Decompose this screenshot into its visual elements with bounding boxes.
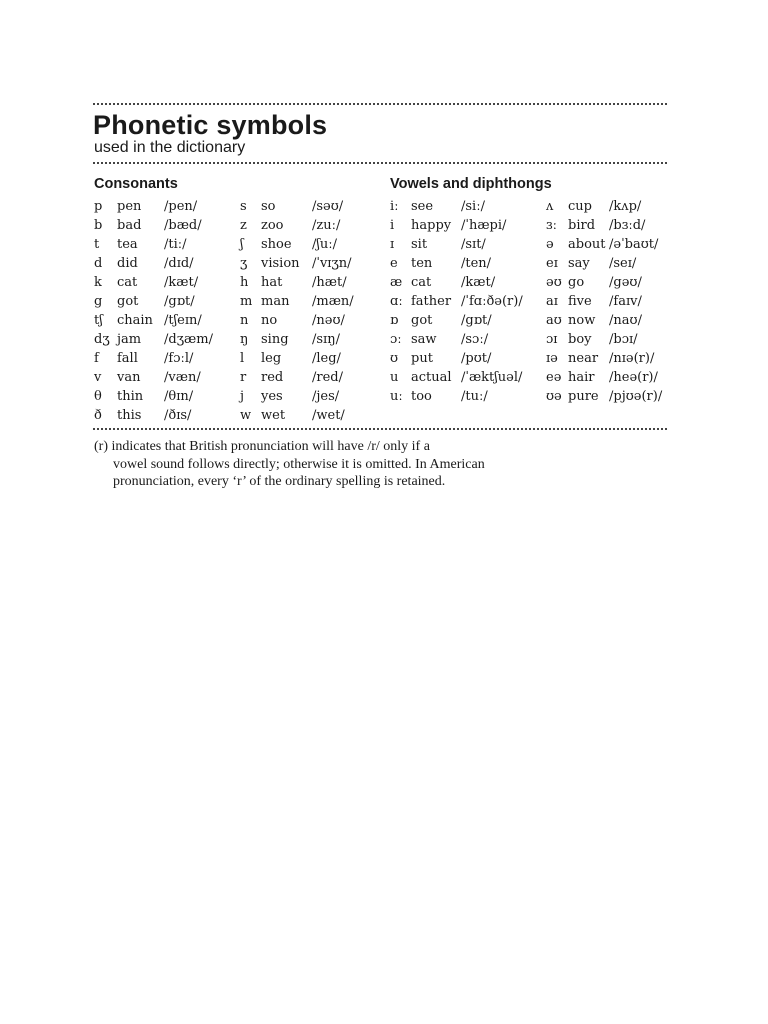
phonetic-symbol: v [94,370,102,385]
ipa-transcription: /dɪd/ [164,256,194,271]
symbol-row [546,254,670,273]
ipa-transcription: /pen/ [164,199,198,214]
symbol-row [240,216,385,235]
symbol-row [546,387,670,406]
symbol-row [94,216,234,235]
ipa-transcription: /dʒæm/ [164,332,213,347]
example-word: bird [568,218,596,233]
symbol-row [240,235,385,254]
ipa-transcription: /nɪə(r)/ [609,351,655,366]
phonetic-symbol: tʃ [94,313,103,328]
symbol-row [390,197,540,216]
phonetic-symbol: t [94,237,100,252]
symbol-row [390,368,540,387]
example-word: sit [411,237,428,252]
symbol-row [390,311,540,330]
symbol-row [94,197,234,216]
page-title: Phonetic symbols [93,110,328,140]
consonants-right-column [240,197,385,425]
phonetic-symbol: ʌ [546,199,554,214]
example-word: sing [261,332,289,347]
symbol-row [94,254,234,273]
phonetic-symbol: ɪə [546,351,558,366]
note-line: (r) indicates that British pronunciation will have /r/ only if a [94,439,430,454]
symbol-row [240,311,385,330]
note-line: vowel sound follows directly; otherwise it is omitted. In American [113,456,485,472]
ipa-transcription: /siː/ [461,199,485,214]
phonetic-symbol: æ [390,275,403,290]
phonetic-symbol: ɒ [390,313,399,328]
consonants-heading: Consonants [94,176,178,192]
ipa-transcription: /gəʊ/ [609,275,642,290]
symbol-row [94,387,234,406]
ipa-transcription: /ðɪs/ [164,408,192,423]
example-word: bad [117,218,142,233]
ipa-transcription: /sɪŋ/ [312,332,340,347]
ipa-transcription: /nəʊ/ [312,313,345,328]
symbol-row [390,292,540,311]
phonetic-symbol: iː [390,199,399,214]
symbol-row [546,349,670,368]
symbol-row [240,273,385,292]
example-word: fall [117,351,138,366]
example-word: cup [568,199,592,214]
example-word: leg [261,351,282,366]
example-word: man [261,294,290,309]
example-word: cat [117,275,138,290]
example-word: no [261,313,278,328]
phonetic-symbol: g [94,294,103,309]
header-dotted-rule [93,162,667,164]
phonetic-symbol: ɔɪ [546,332,558,347]
phonetic-symbol: ɜː [546,218,557,233]
top-dotted-rule [93,103,667,105]
phonetic-symbol: aʊ [546,313,562,328]
example-word: now [568,313,596,328]
ipa-transcription: /tʃeɪn/ [164,313,202,328]
example-word: did [117,256,138,271]
ipa-transcription: /leg/ [312,351,341,366]
phonetic-symbol: ʃ [240,237,244,252]
symbol-row [94,292,234,311]
example-word: jam [117,332,142,347]
symbol-row [240,330,385,349]
symbol-row [546,292,670,311]
ipa-transcription: /jes/ [312,389,340,404]
symbol-row [390,349,540,368]
symbol-row [240,349,385,368]
example-word: so [261,199,276,214]
phonetic-symbol: ð [94,408,102,423]
phonetic-symbol: dʒ [94,332,110,347]
ipa-transcription: /pjʊə(r)/ [609,389,663,404]
ipa-transcription: /ˈfɑːðə(r)/ [461,294,523,309]
example-word: too [411,389,432,404]
symbol-row [240,254,385,273]
vowels-left-column [390,197,540,406]
example-word: pen [117,199,142,214]
example-word: put [411,351,433,366]
ipa-transcription: /hæt/ [312,275,347,290]
example-word: got [117,294,139,309]
phonetic-symbol: aɪ [546,294,558,309]
symbol-row [546,235,670,254]
ipa-transcription: /seɪ/ [609,256,637,271]
phonetic-symbol: i [390,218,395,233]
symbol-row [390,273,540,292]
example-word: vision [261,256,300,271]
ipa-transcription: /əˈbaʊt/ [609,237,659,252]
symbol-row [94,235,234,254]
pronunciation-note [94,438,524,491]
ipa-transcription: /wet/ [312,408,345,423]
ipa-transcription: /θɪn/ [164,389,194,404]
phonetic-symbol: θ [94,389,102,404]
vowels-heading: Vowels and diphthongs [390,176,552,192]
consonants-left-column [94,197,234,425]
phonetic-symbol: p [94,199,103,214]
bottom-dotted-rule [93,428,667,430]
ipa-transcription: /heə(r)/ [609,370,658,385]
phonetic-symbol: ə [546,237,554,252]
symbol-row [390,216,540,235]
phonetic-symbol: b [94,218,103,233]
phonetic-symbol: ʊə [546,389,562,404]
symbol-row [94,406,234,425]
symbol-row [94,311,234,330]
symbol-row [546,330,670,349]
phonetic-symbol: ŋ [240,332,249,347]
example-word: hair [568,370,595,385]
ipa-transcription: /bɜːd/ [609,218,646,233]
ipa-transcription: /sɔː/ [461,332,489,347]
ipa-transcription: /ˈvɪʒn/ [312,256,352,271]
ipa-transcription: /fɔːl/ [164,351,194,366]
note-line: pronunciation, every ‘r’ of the ordinary spelling is retained. [113,474,446,489]
symbol-row [546,273,670,292]
phonetic-symbol: n [240,313,249,328]
example-word: tea [117,237,138,252]
phonetic-symbol: f [94,351,99,366]
symbol-row [546,311,670,330]
example-word: shoe [261,237,292,252]
example-word: near [568,351,599,366]
ipa-transcription: /faɪv/ [609,294,642,309]
example-word: yes [261,389,283,404]
phonetic-symbol: w [240,408,252,423]
symbol-row [240,197,385,216]
phonetic-symbol: l [240,351,245,366]
example-word: actual [411,370,452,385]
example-word: this [117,408,142,423]
ipa-transcription: /ʃuː/ [312,237,338,252]
symbol-row [546,197,670,216]
symbol-row [546,216,670,235]
example-word: saw [411,332,437,347]
example-word: zoo [261,218,284,233]
ipa-transcription: /pʊt/ [461,351,492,366]
example-word: go [568,275,585,290]
phonetic-symbol: eə [546,370,562,385]
ipa-transcription: /tiː/ [164,237,187,252]
example-word: father [411,294,452,309]
example-word: about [568,237,606,252]
example-word: hat [261,275,283,290]
symbol-row [390,330,540,349]
ipa-transcription: /tuː/ [461,389,488,404]
example-word: ten [411,256,433,271]
example-word: happy [411,218,452,233]
ipa-transcription: /kæt/ [164,275,199,290]
example-word: wet [261,408,286,423]
phonetic-symbol: ɑː [390,294,403,309]
example-word: see [411,199,434,214]
example-word: van [117,370,141,385]
ipa-transcription: /kæt/ [461,275,496,290]
symbol-row [240,387,385,406]
phonetic-symbol: ɪ [390,237,395,252]
ipa-transcription: /bæd/ [164,218,202,233]
phonetic-symbol: s [240,199,247,214]
symbol-row [94,368,234,387]
phonetic-symbol: r [240,370,247,385]
phonetic-symbol: j [240,389,245,404]
symbol-row [94,273,234,292]
phonetic-symbol: eɪ [546,256,558,271]
ipa-transcription: /ˈhæpi/ [461,218,507,233]
ipa-transcription: /zuː/ [312,218,341,233]
phonetic-symbol: d [94,256,103,271]
symbol-row [390,387,540,406]
phonetic-symbol: k [94,275,102,290]
symbol-row [240,406,385,425]
vowels-right-column [546,197,670,406]
example-word: boy [568,332,592,347]
example-word: thin [117,389,144,404]
phonetic-symbol: əʊ [546,275,562,290]
ipa-transcription: /naʊ/ [609,313,642,328]
ipa-transcription: /ˈæktʃuəl/ [461,370,523,385]
symbol-row [240,368,385,387]
phonetic-symbol: uː [390,389,403,404]
ipa-transcription: /gɒt/ [461,313,492,328]
example-word: five [568,294,592,309]
phonetic-symbol: e [390,256,398,271]
ipa-transcription: /gɒt/ [164,294,195,309]
ipa-transcription: /səʊ/ [312,199,344,214]
page-subtitle: used in the dictionary [94,139,246,156]
phonetic-symbol: z [240,218,247,233]
symbol-row [94,349,234,368]
ipa-transcription: /red/ [312,370,343,385]
symbol-row [390,235,540,254]
symbol-row [240,292,385,311]
example-word: cat [411,275,432,290]
phonetic-symbol: u [390,370,399,385]
phonetic-symbol: ɔː [390,332,402,347]
ipa-transcription: /ten/ [461,256,492,271]
example-word: red [261,370,284,385]
symbol-row [94,330,234,349]
example-word: chain [117,313,153,328]
ipa-transcription: /mæn/ [312,294,354,309]
ipa-transcription: /sɪt/ [461,237,486,252]
ipa-transcription: /væn/ [164,370,201,385]
phonetic-symbol: ʒ [240,256,248,271]
example-word: say [568,256,590,271]
symbol-row [390,254,540,273]
phonetic-symbol: m [240,294,253,309]
phonetic-symbol: ʊ [390,351,399,366]
example-word: got [411,313,433,328]
symbol-row [546,368,670,387]
example-word: pure [568,389,599,404]
ipa-transcription: /kʌp/ [609,199,642,214]
ipa-transcription: /bɔɪ/ [609,332,638,347]
phonetic-symbol: h [240,275,249,290]
